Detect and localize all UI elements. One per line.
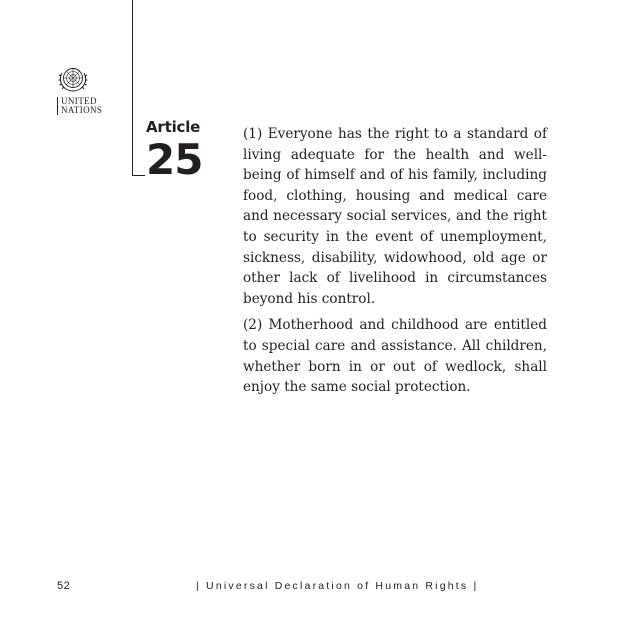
un-emblem-icon	[57, 63, 89, 95]
article-paragraph-1: (1) Everyone has the right to a standard of living adequate for the health and well-being of himself and of his family, including food, clothing, housing and medical care and necessary social services, and the right to security in the event of unemployment, sickness, disability, widowhood, old age or other lack of livelihood in circumstances beyond his control.	[243, 126, 547, 307]
horizontal-rule	[132, 175, 145, 176]
organization-name	[57, 97, 102, 115]
page-number: 52	[57, 580, 71, 592]
document-title: | Universal Declaration of Human Rights |	[196, 580, 479, 592]
article-body	[243, 124, 547, 404]
article-label: Article	[146, 118, 201, 136]
article-paragraph-2: (2) Motherhood and childhood are entitled to special care and assistance. All children, whether born in or out of wedlock, shall enjoy the same social protection.	[243, 317, 547, 396]
vertical-rule	[132, 0, 133, 176]
organization-name-line2: NATIONS	[61, 105, 103, 115]
article-number: 25	[146, 135, 203, 184]
organization-name-line1: UNITED	[61, 96, 97, 106]
